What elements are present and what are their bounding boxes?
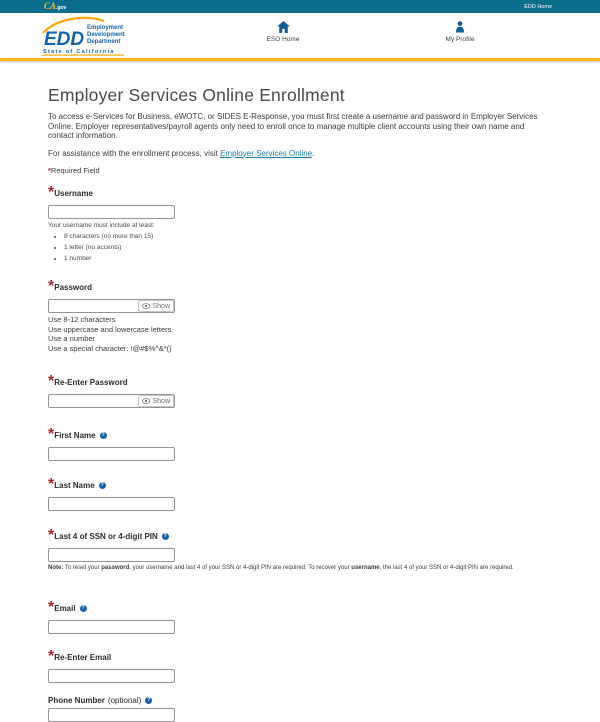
last-name-label: Last Name	[54, 480, 95, 490]
edd-logo-dept-line2: Development	[87, 32, 125, 38]
username-label: Username	[54, 188, 93, 198]
required-field-text: Required Field	[50, 166, 100, 175]
last-name-input[interactable]	[48, 497, 175, 511]
edd-home-link[interactable]: EDD Home	[524, 3, 552, 10]
edd-logo-dept-line3: Department	[87, 39, 121, 45]
assistance-text: For assistance with the enrollment process, visit	[48, 148, 221, 158]
employer-services-online-link[interactable]: Employer Services Online	[220, 148, 313, 158]
password-input-wrap	[48, 299, 175, 313]
password-requirement: Use 8-12 characters	[48, 315, 116, 324]
nav-eso-home-label: ESO Home	[266, 36, 300, 43]
edd-logo-state: State of California	[43, 49, 115, 55]
last-name-group	[48, 476, 552, 511]
eye-icon	[142, 303, 150, 309]
note-text: , the last 4 of your SSN or 4-digit PIN are required.	[379, 565, 514, 571]
required-asterisk: *	[48, 476, 55, 493]
required-field-note	[48, 166, 552, 175]
help-icon[interactable]: ?	[100, 481, 104, 488]
reenter-password-label: Re-Enter Password	[54, 377, 128, 387]
ca-gov-logo-ca: CA	[44, 1, 57, 11]
nav-my-profile-label: My Profile	[445, 36, 475, 43]
password-requirements	[48, 315, 552, 353]
username-label-row	[48, 184, 552, 202]
reenter-email-label-row	[48, 648, 552, 666]
password-requirement: Use uppercase and lowercase letters	[48, 324, 172, 334]
required-asterisk: *	[48, 648, 55, 665]
username-group	[48, 184, 552, 262]
note-bold: Note:	[48, 565, 64, 571]
note-bold: username	[351, 565, 380, 571]
required-asterisk: *	[48, 184, 55, 201]
ssn-pin-label: Last 4 of SSN or 4-digit PIN	[54, 531, 158, 541]
email-input[interactable]	[48, 620, 175, 634]
show-reenter-password-button[interactable]	[138, 395, 174, 407]
help-icon[interactable]: ?	[81, 604, 85, 611]
reenter-password-label-row	[48, 373, 552, 391]
password-label: Password	[54, 282, 93, 292]
first-name-label-row	[48, 426, 552, 444]
person-icon	[454, 21, 466, 33]
first-name-input[interactable]	[48, 447, 175, 461]
required-asterisk: *	[48, 166, 51, 175]
ssn-pin-group	[48, 527, 552, 572]
page-title: Employer Services Online Enrollment	[48, 85, 345, 105]
site-header	[0, 13, 600, 58]
show-reenter-password-label: Show	[152, 397, 170, 405]
assistance-paragraph	[48, 149, 552, 159]
email-group	[48, 599, 552, 634]
first-name-label: First Name	[54, 430, 96, 440]
gold-divider	[0, 58, 600, 61]
edd-logo-text: EDD	[44, 29, 85, 50]
username-requirements-list	[64, 233, 552, 262]
reenter-password-input-wrap	[48, 394, 175, 408]
username-input[interactable]	[48, 205, 175, 219]
ssn-pin-label-row	[48, 527, 552, 545]
reenter-email-label: Re-Enter Email	[54, 652, 112, 662]
intro-paragraph: To access e-Services for Business, eWOTC, or SIDES E-Response, you must first create a username and password in Employer Services Online. Employer representatives/payroll agents only need to enroll once to manage multiple client accounts using their own name and contact information.	[48, 112, 538, 140]
email-label: Email	[54, 603, 76, 613]
password-label-row	[48, 278, 552, 296]
ssn-pin-input[interactable]	[48, 548, 175, 562]
reenter-email-input[interactable]	[48, 669, 175, 683]
phone-label: Phone Number	[48, 696, 105, 705]
username-hint-title: Your username must include at least:	[48, 222, 155, 229]
last-name-label-row	[48, 476, 552, 494]
password-requirement: Use a special character: !@#$%^&*()	[48, 343, 172, 353]
home-icon	[277, 21, 290, 33]
phone-optional-label: (optional)	[107, 696, 142, 705]
help-icon[interactable]: ?	[163, 532, 167, 539]
ca-gov-logo-gov: .gov	[56, 5, 67, 11]
required-asterisk: *	[48, 426, 55, 443]
email-label-row	[48, 599, 552, 617]
phone-group	[48, 696, 552, 722]
first-name-group	[48, 426, 552, 461]
edd-logo[interactable]	[40, 16, 126, 57]
phone-label-row	[48, 696, 552, 705]
reenter-email-group	[48, 648, 552, 683]
edd-logo-underline	[42, 55, 124, 56]
username-requirement: • 1 number	[64, 255, 552, 262]
show-password-button[interactable]	[138, 300, 174, 312]
help-icon[interactable]: ?	[147, 697, 151, 703]
username-requirement: • 8 characters (no more than 15)	[64, 233, 552, 240]
edd-logo-dept-line1: Employment	[87, 25, 124, 31]
help-icon[interactable]: ?	[101, 431, 105, 438]
note-text: To reset your	[63, 565, 102, 571]
main-content	[0, 85, 600, 722]
required-asterisk: *	[48, 599, 55, 616]
note-text: , your username and last 4 of your SSN or 4-digit PIN are required. To recover your	[129, 565, 352, 571]
password-requirement: Use a number	[48, 334, 96, 343]
eye-icon	[142, 398, 150, 404]
nav-eso-home[interactable]	[243, 21, 323, 43]
phone-input[interactable]	[48, 708, 175, 722]
show-password-label: Show	[152, 302, 170, 310]
username-requirement: • 1 letter (no accents)	[64, 244, 552, 251]
password-group	[48, 278, 552, 353]
reenter-password-group	[48, 373, 552, 408]
required-asterisk: *	[48, 278, 55, 295]
ssn-pin-note	[48, 565, 552, 572]
required-asterisk: *	[48, 527, 55, 544]
note-bold: password	[101, 565, 130, 571]
required-asterisk: *	[48, 373, 55, 390]
assistance-text-end: .	[312, 148, 315, 158]
nav-my-profile[interactable]	[420, 21, 500, 43]
state-topbar	[0, 0, 600, 13]
